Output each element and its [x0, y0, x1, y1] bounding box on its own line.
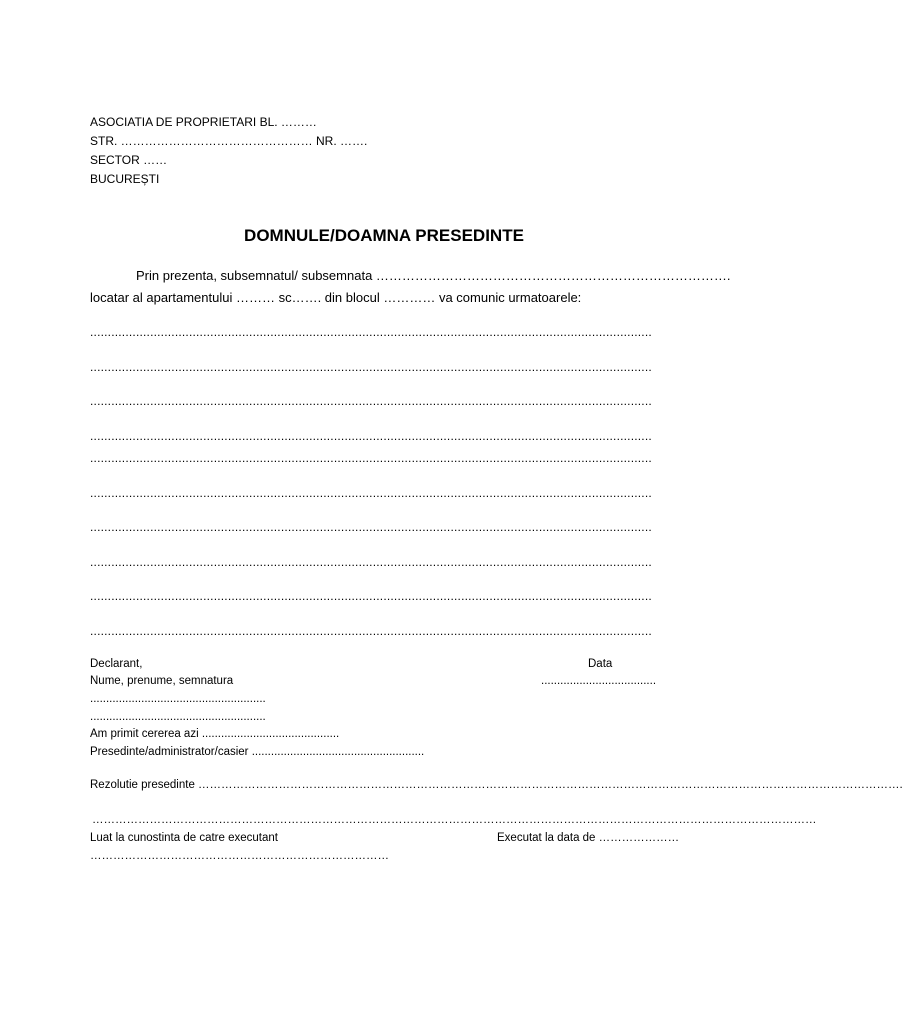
declarant-label: Declarant,: [90, 658, 143, 670]
header-sector: SECTOR ……: [90, 153, 168, 167]
executor-dots: ……………………………………………………………………: [90, 850, 389, 862]
body-line: ...............................................................................................................................................................: [90, 486, 652, 500]
date-label: Data: [588, 658, 613, 670]
header-city: BUCUREȘTI: [90, 172, 160, 186]
date-dots: ....................................: [541, 675, 657, 687]
executor-acknowledgement: Luat la cunostinta de catre executant: [90, 832, 278, 844]
president-admin-line: Presedinte/administrator/casier ......................................................: [90, 746, 425, 758]
body-line: ...............................................................................................................................................................: [90, 589, 652, 603]
header-association: ASOCIATIA DE PROPRIETARI BL. ………: [90, 115, 317, 129]
body-line: ...............................................................................................................................................................: [90, 394, 652, 408]
intro-line-2: locatar al apartamentului ……… sc……. din blocul ………… va comunic urmatoarele:: [90, 290, 582, 305]
body-line: ...............................................................................................................................................................: [90, 451, 652, 465]
body-line: ...............................................................................................................................................................: [90, 325, 652, 339]
body-line: ...............................................................................................................................................................: [90, 360, 652, 374]
body-line: ...............................................................................................................................................................: [90, 555, 652, 569]
name-signature-label: Nume, prenume, semnatura: [90, 675, 234, 687]
signature-dots: .......................................................: [90, 693, 266, 705]
intro-line-1: Prin prezenta, subsemnatul/ subsemnata ……………………………………………………………………….: [136, 268, 731, 283]
resolution-line: Rezolutie presedinte ………………………………………………………………………………………………………………………………………………………………….: [90, 779, 903, 791]
body-line: ...............................................................................................................................................................: [90, 429, 652, 443]
signature-dots: .......................................................: [90, 711, 266, 723]
executed-date: Executat la data de …………………: [497, 832, 680, 844]
page-title: DOMNULE/DOAMNA PRESEDINTE: [244, 226, 524, 245]
body-line: ...............................................................................................................................................................: [90, 624, 652, 638]
header-street: STR. ………………………………………… NR. …….: [90, 134, 368, 148]
body-line: ...............................................................................................................................................................: [90, 520, 652, 534]
resolution-dots: ………………………………………………………………………………………………………………………………………………………………………: [92, 814, 817, 826]
received-request-line: Am primit cererea azi ...........................................: [90, 728, 340, 740]
